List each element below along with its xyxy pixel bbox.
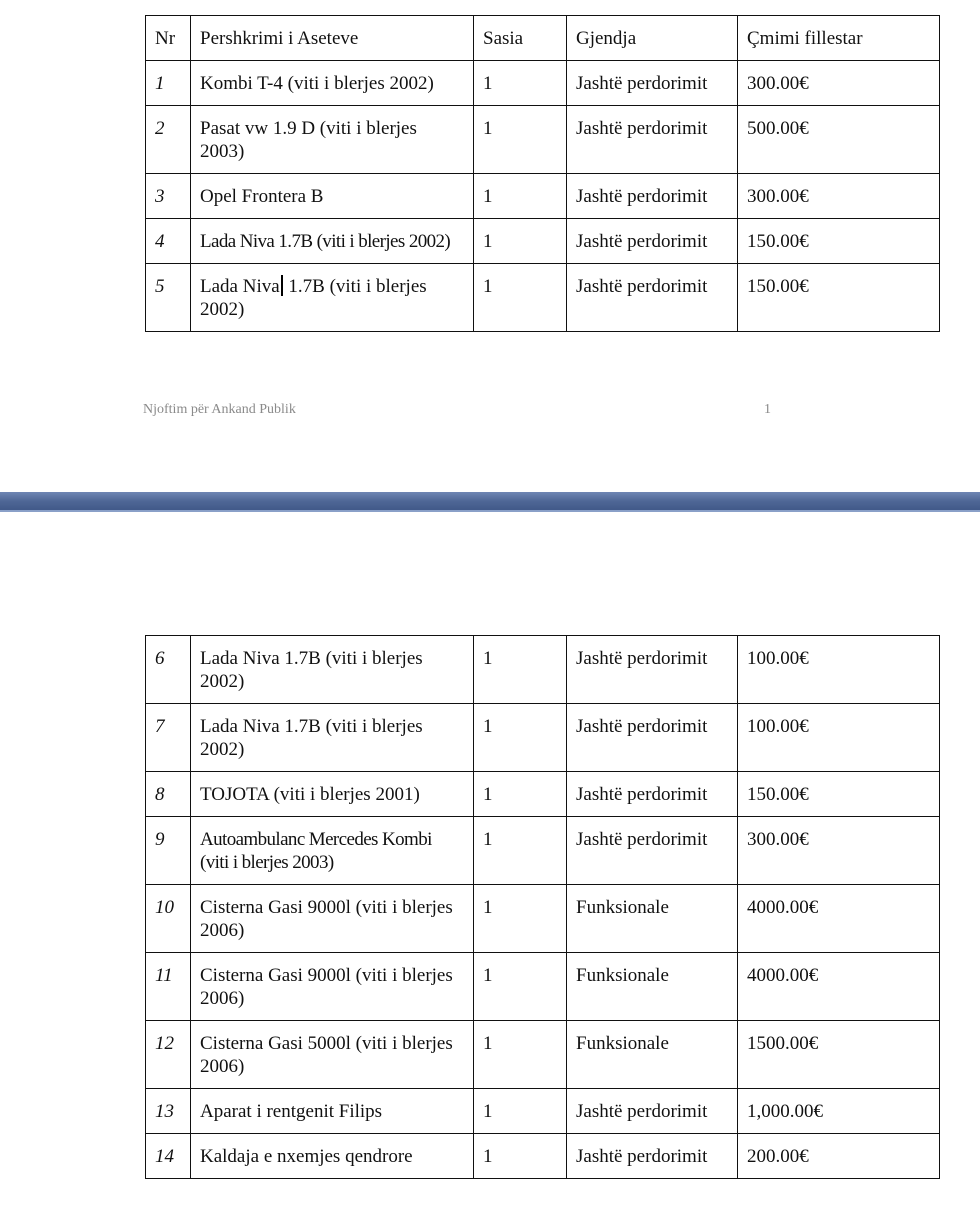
cell-price: 100.00€ bbox=[738, 704, 940, 772]
table-row bbox=[146, 1089, 940, 1134]
cell-condition: Jashtë perdorimit bbox=[567, 219, 738, 264]
cell-description[interactable]: Cisterna Gasi 5000l (viti i blerjes 2006) bbox=[191, 1021, 474, 1089]
cell-condition: Funksionale bbox=[567, 885, 738, 953]
cell-nr: 9 bbox=[146, 817, 191, 885]
table-row bbox=[146, 772, 940, 817]
cell-price: 150.00€ bbox=[738, 219, 940, 264]
cell-nr: 12 bbox=[146, 1021, 191, 1089]
cell-description[interactable]: TOJOTA (viti i blerjes 2001) bbox=[191, 772, 474, 817]
table-row bbox=[146, 61, 940, 106]
cell-condition: Jashtë perdorimit bbox=[567, 264, 738, 332]
cell-price: 150.00€ bbox=[738, 772, 940, 817]
cell-quantity: 1 bbox=[474, 1021, 567, 1089]
header-condition: Gjendja bbox=[567, 16, 738, 61]
cell-condition: Jashtë perdorimit bbox=[567, 704, 738, 772]
cell-nr: 8 bbox=[146, 772, 191, 817]
cell-description[interactable]: Aparat i rentgenit Filips bbox=[191, 1089, 474, 1134]
header-quantity: Sasia bbox=[474, 16, 567, 61]
cell-quantity: 1 bbox=[474, 636, 567, 704]
cell-condition: Jashtë perdorimit bbox=[567, 772, 738, 817]
cell-nr: 7 bbox=[146, 704, 191, 772]
cell-nr: 4 bbox=[146, 219, 191, 264]
cell-quantity: 1 bbox=[474, 1134, 567, 1179]
cell-price: 300.00€ bbox=[738, 817, 940, 885]
cell-condition: Funksionale bbox=[567, 1021, 738, 1089]
page-number: 1 bbox=[764, 402, 771, 417]
table-row bbox=[146, 219, 940, 264]
table-row bbox=[146, 704, 940, 772]
header-description: Pershkrimi i Aseteve bbox=[191, 16, 474, 61]
table-row bbox=[146, 174, 940, 219]
header-starting-price: Çmimi fillestar bbox=[738, 16, 940, 61]
cell-description[interactable]: Kaldaja e nxemjes qendrore bbox=[191, 1134, 474, 1179]
assets-table-page-2 bbox=[145, 635, 940, 1179]
cell-description[interactable]: Kombi T-4 (viti i blerjes 2002) bbox=[191, 61, 474, 106]
cell-price: 1500.00€ bbox=[738, 1021, 940, 1089]
cell-nr: 13 bbox=[146, 1089, 191, 1134]
cell-nr: 11 bbox=[146, 953, 191, 1021]
cell-price: 300.00€ bbox=[738, 174, 940, 219]
cell-price: 100.00€ bbox=[738, 636, 940, 704]
cell-description[interactable]: Lada Niva 1.7B (viti i blerjes 2002) bbox=[191, 704, 474, 772]
description-text-before-cursor: Lada Niva bbox=[200, 276, 280, 297]
cell-price: 200.00€ bbox=[738, 1134, 940, 1179]
page-separator bbox=[0, 492, 980, 512]
table-row bbox=[146, 1134, 940, 1179]
cell-nr: 14 bbox=[146, 1134, 191, 1179]
table-row bbox=[146, 1021, 940, 1089]
text-cursor bbox=[281, 275, 283, 296]
table-row bbox=[146, 106, 940, 174]
description-text-after-cursor: 1.7B (viti i blerjes 2002) bbox=[200, 276, 427, 320]
cell-price: 300.00€ bbox=[738, 61, 940, 106]
cell-nr: 6 bbox=[146, 636, 191, 704]
cell-quantity: 1 bbox=[474, 174, 567, 219]
cell-description[interactable]: Lada Niva 1.7B (viti i blerjes 2002) bbox=[191, 636, 474, 704]
page-footer: Njoftim për Ankand Publik bbox=[143, 402, 296, 417]
cell-nr: 2 bbox=[146, 106, 191, 174]
table-row bbox=[146, 885, 940, 953]
cell-condition: Jashtë perdorimit bbox=[567, 1134, 738, 1179]
cell-price: 4000.00€ bbox=[738, 885, 940, 953]
cell-quantity: 1 bbox=[474, 106, 567, 174]
cell-description[interactable]: Lada Niva 1.7B (viti i blerjes 2002) bbox=[191, 219, 474, 264]
cell-condition: Jashtë perdorimit bbox=[567, 817, 738, 885]
cell-description[interactable]: Cisterna Gasi 9000l (viti i blerjes 2006) bbox=[191, 885, 474, 953]
table-row bbox=[146, 264, 940, 332]
cell-price: 1,000.00€ bbox=[738, 1089, 940, 1134]
header-nr: Nr bbox=[146, 16, 191, 61]
cell-description[interactable]: Cisterna Gasi 9000l (viti i blerjes 2006) bbox=[191, 953, 474, 1021]
cell-condition: Jashtë perdorimit bbox=[567, 106, 738, 174]
cell-nr: 1 bbox=[146, 61, 191, 106]
cell-nr: 3 bbox=[146, 174, 191, 219]
cell-quantity: 1 bbox=[474, 885, 567, 953]
assets-table-page-1 bbox=[145, 15, 940, 332]
cell-description[interactable]: Autoambulanc Mercedes Kombi (viti i blerjes 2003) bbox=[191, 817, 474, 885]
cell-condition: Jashtë perdorimit bbox=[567, 174, 738, 219]
cell-description[interactable]: Opel Frontera B bbox=[191, 174, 474, 219]
cell-condition: Jashtë perdorimit bbox=[567, 1089, 738, 1134]
cell-nr: 10 bbox=[146, 885, 191, 953]
table-row bbox=[146, 817, 940, 885]
cell-condition: Funksionale bbox=[567, 953, 738, 1021]
cell-price: 4000.00€ bbox=[738, 953, 940, 1021]
cell-quantity: 1 bbox=[474, 772, 567, 817]
document-page-1 bbox=[0, 0, 980, 492]
cell-quantity: 1 bbox=[474, 264, 567, 332]
cell-price: 500.00€ bbox=[738, 106, 940, 174]
cell-condition: Jashtë perdorimit bbox=[567, 61, 738, 106]
table-row bbox=[146, 636, 940, 704]
cell-quantity: 1 bbox=[474, 1089, 567, 1134]
cell-condition: Jashtë perdorimit bbox=[567, 636, 738, 704]
cell-quantity: 1 bbox=[474, 61, 567, 106]
cell-price: 150.00€ bbox=[738, 264, 940, 332]
cell-quantity: 1 bbox=[474, 817, 567, 885]
cell-quantity: 1 bbox=[474, 704, 567, 772]
cell-quantity: 1 bbox=[474, 219, 567, 264]
cell-quantity: 1 bbox=[474, 953, 567, 1021]
document-page-2 bbox=[0, 512, 980, 1230]
cell-nr: 5 bbox=[146, 264, 191, 332]
table-header-row bbox=[146, 16, 940, 61]
cell-description[interactable]: Pasat vw 1.9 D (viti i blerjes 2003) bbox=[191, 106, 474, 174]
cell-description[interactable] bbox=[191, 264, 474, 332]
table-row bbox=[146, 953, 940, 1021]
